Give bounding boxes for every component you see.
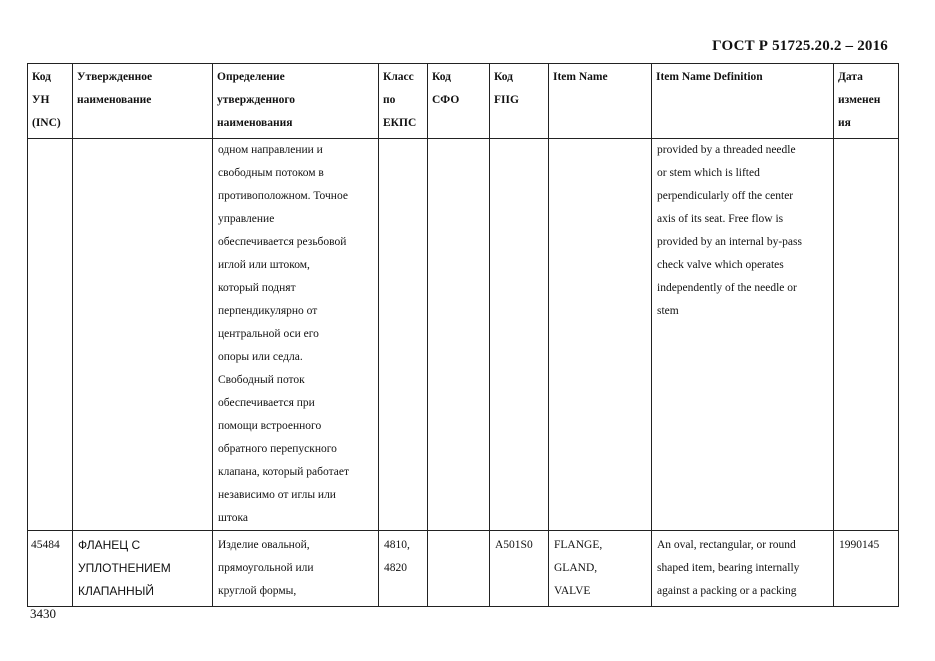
cell-fiig-empty <box>490 139 549 531</box>
cell-definition-en: An oval, rectangular, or round shaped item, bearing internally against a packing or a packing <box>652 531 834 607</box>
cell-inc: 45484 <box>28 531 73 607</box>
page-number: 3430 <box>30 606 56 621</box>
table-header-row <box>28 64 899 139</box>
header-ekps-class: Класс по ЕКПС <box>379 64 428 139</box>
header-change-date: Дата изменен ия <box>834 64 899 139</box>
cell-inc-empty <box>28 139 73 531</box>
document-code: ГОСТ Р 51725.20.2 – 2016 <box>712 38 888 54</box>
cell-change-date: 1990145 <box>834 531 899 607</box>
cell-sfo-empty <box>428 139 490 531</box>
cell-approved-name: ФЛАНЕЦ С УПЛОТНЕНИЕМ КЛАПАННЫЙ <box>73 531 213 607</box>
cell-definition-ru-continued: одном направлении и свободным потоком в противоположном. Точное управление обеспечивается резьбовой иглой или штоком, который поднят перпендикулярно от центральной оси его опоры или седла. Свободный поток обеспечивается при помощи встроенного обратного перепускного клапана, который работает независимо от иглы или штока <box>213 139 379 531</box>
cell-item-name: FLANGE, GLAND, VALVE <box>549 531 652 607</box>
item-table <box>27 63 899 607</box>
table-row <box>28 139 899 531</box>
cell-sfo-code <box>428 531 490 607</box>
header-item-name-definition: Item Name Definition <box>652 64 834 139</box>
cell-item-name-empty <box>549 139 652 531</box>
table-row <box>28 531 899 607</box>
cell-name-empty <box>73 139 213 531</box>
header-item-name: Item Name <box>549 64 652 139</box>
header-approved-name: Утвержденное наименование <box>73 64 213 139</box>
header-definition-ru: Определение утвержденного наименования <box>213 64 379 139</box>
header-fiig-code: Код FIIG <box>490 64 549 139</box>
header-sfo-code: Код СФО <box>428 64 490 139</box>
cell-definition-ru: Изделие овальной, прямоугольной или круглой формы, <box>213 531 379 607</box>
cell-fiig-code: A501S0 <box>490 531 549 607</box>
cell-date-empty <box>834 139 899 531</box>
cell-definition-en-continued: provided by a threaded needle or stem which is lifted perpendicularly off the center axis of its seat. Free flow is provided by an internal by-pass check valve which operates independently of the needle or stem <box>652 139 834 531</box>
cell-ekps-empty <box>379 139 428 531</box>
cell-ekps-class: 4810, 4820 <box>379 531 428 607</box>
header-inc: Код УН (INC) <box>28 64 73 139</box>
